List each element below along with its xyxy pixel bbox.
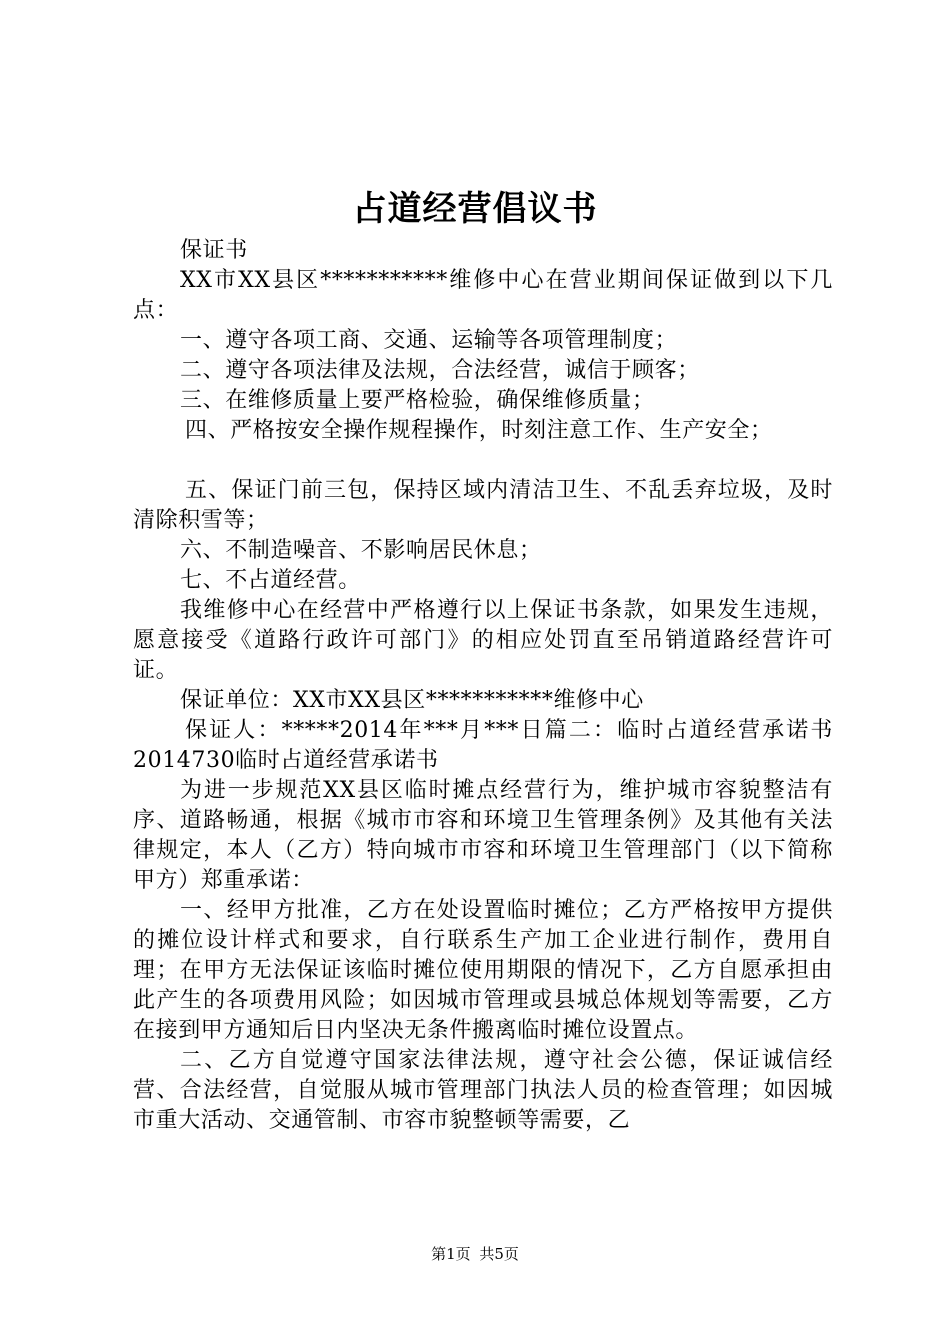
paragraph: 五、保证门前三包，保持区域内清洁卫生、不乱丢弃垃圾，及时清除积雪等； bbox=[133, 478, 833, 533]
document-body bbox=[133, 236, 833, 1136]
paragraph: 保证单位：XX市XX县区***********维修中心 bbox=[180, 688, 644, 713]
paragraph: 三、在维修质量上要严格检验，确保维修质量； bbox=[180, 388, 655, 413]
paragraph: 四、严格按安全操作规程操作，时刻注意工作、生产安全； bbox=[185, 418, 773, 443]
paragraph: 一、遵守各项工商、交通、运输等各项管理制度； bbox=[180, 328, 678, 353]
paragraph: 七、不占道经营。 bbox=[180, 568, 361, 593]
paragraph: 一、经甲方批准，乙方在处设置临时摊位；乙方严格按甲方提供的摊位设计样式和要求，自行联系生产加工企业进行制作，费用自理；在甲方无法保证该临时摊位使用期限的情况下，乙方自愿承担由此产生的各项费用风险；如因城市管理或县城总体规划等需要，乙方在接到甲方通知后日内坚决无条件搬离临时摊位设置点。 bbox=[133, 898, 833, 1043]
paragraph: 二、遵守各项法律及法规，合法经营，诚信于顾客； bbox=[180, 358, 700, 383]
page-total: 共5页 bbox=[479, 1245, 519, 1263]
paragraph: XX市XX县区***********维修中心在营业期间保证做到以下几点： bbox=[133, 268, 833, 323]
paragraph: 为进一步规范XX县区临时摊点经营行为，维护城市容貌整洁有序、道路畅通，根据《城市市容和环境卫生管理条例》及其他有关法律规定，本人（乙方）特向城市市容和环境卫生管理部门（以下简称甲方）郑重承诺： bbox=[133, 778, 833, 893]
paragraph: 二、乙方自觉遵守国家法律法规，遵守社会公德，保证诚信经营、合法经营，自觉服从城市管理部门执法人员的检查管理；如因城市重大活动、交通管制、市容市貌整顿等需要，乙 bbox=[133, 1048, 833, 1133]
paragraph: 六、不制造噪音、不影响居民休息； bbox=[180, 538, 542, 563]
document-title: 占道经营倡议书 bbox=[352, 189, 598, 229]
page-footer bbox=[0, 1244, 950, 1264]
paragraph-heading: 保证书 bbox=[180, 238, 248, 263]
paragraph: 保证人：*****2014年***月***日篇二：临时占道经营承诺书2014730临时占道经营承诺书 bbox=[133, 718, 833, 773]
paragraph: 我维修中心在经营中严格遵行以上保证书条款，如果发生违规，愿意接受《道路行政许可部门》的相应处罚直至吊销道路经营许可证。 bbox=[133, 598, 833, 683]
page-number: 第1页 bbox=[431, 1245, 471, 1263]
